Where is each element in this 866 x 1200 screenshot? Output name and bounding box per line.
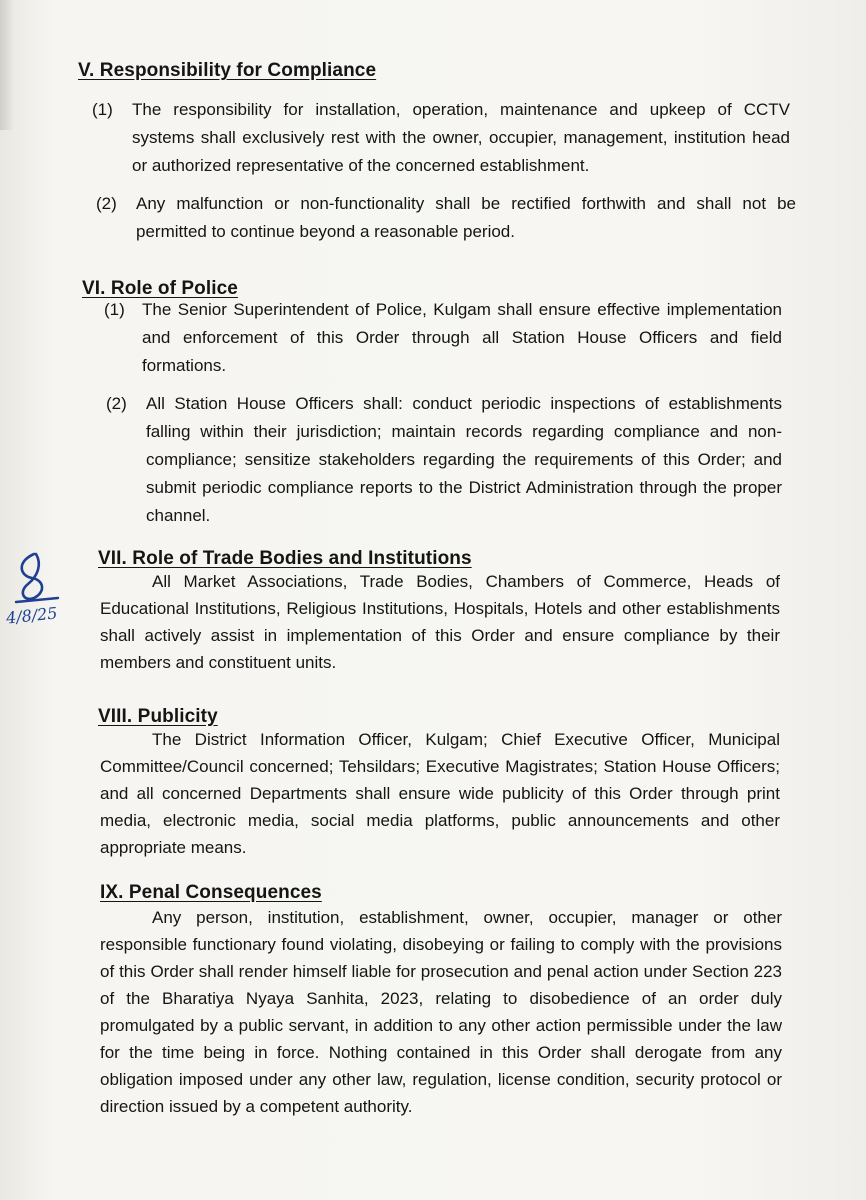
signature-icon — [6, 548, 88, 608]
paragraph-text: All Market Associations, Trade Bodies, Chambers of Commerce, Heads of Educational Institutions, Religious Institutions, Hospitals, Hotels and other establishments shall actively assist in implementation of this Order and ensure compliance by their members and constituent units. — [100, 572, 780, 672]
section-vi-heading: VI. Role of Police — [82, 278, 238, 299]
section-viii-heading: VIII. Publicity — [98, 706, 218, 727]
item-number: (1) — [92, 100, 113, 119]
section-viii-paragraph — [100, 726, 780, 861]
paragraph-text: The District Information Officer, Kulgam; Chief Executive Officer, Municipal Committee/Council concerned; Tehsildars; Executive Magistrates; Station House Officers; and all concerned Departments shall ensure wide publicity of this Order through print media, electronic media, social media platforms, public announcements and other appropriate means. — [100, 730, 780, 857]
item-number: (2) — [106, 394, 127, 413]
section-vi-item-2 — [106, 390, 786, 530]
section-v-item-2 — [96, 190, 796, 250]
section-vii-paragraph — [100, 568, 780, 676]
initials-date: 4/8/25 — [5, 603, 59, 628]
section-vii-heading: VII. Role of Trade Bodies and Institutions — [98, 548, 472, 569]
page-edge-shadow — [0, 0, 14, 130]
item-number: (1) — [104, 300, 125, 319]
item-number: (2) — [96, 194, 117, 213]
item-text: All Station House Officers shall: conduct periodic inspections of establishments falling within their jurisdiction; maintain records regarding compliance and non-compliance; sensitize stakeholders regarding the requirements of this Order; and submit periodic compliance reports to the District Administration through the proper channel. — [146, 394, 782, 525]
paragraph-text: Any person, institution, establishment, owner, occupier, manager or other responsible functionary found violating, disobeying or failing to comply with the provisions of this Order shall render himself liable for prosecution and penal action under Section 223 of the Bharatiya Nyaya Sanhita, 2023, relating to disobedience of an order duly promulgated by a public servant, in addition to any other action permissible under the law for the time being in force. Nothing contained in this Order shall derogate from any obligation imposed under any other law, regulation, license condition, security protocol or direction issued by a competent authority. — [100, 908, 782, 1116]
section-ix-heading: IX. Penal Consequences — [100, 882, 322, 903]
section-ix-paragraph — [100, 904, 782, 1120]
item-text: Any malfunction or non-functionality shall be rectified forthwith and shall not be permitted to continue beyond a reasonable period. — [136, 194, 796, 241]
item-text: The responsibility for installation, operation, maintenance and upkeep of CCTV systems shall exclusively rest with the owner, occupier, management, institution head or authorized representative of the concerned establishment. — [132, 100, 790, 175]
item-text: The Senior Superintendent of Police, Kulgam shall ensure effective implementation and enforcement of this Order through all Station House Officers and field formations. — [142, 300, 782, 375]
section-v-item-1 — [92, 96, 792, 186]
section-vi-item-1 — [104, 296, 784, 386]
handwritten-initials — [6, 548, 88, 640]
section-v-heading: V. Responsibility for Compliance — [78, 60, 377, 81]
